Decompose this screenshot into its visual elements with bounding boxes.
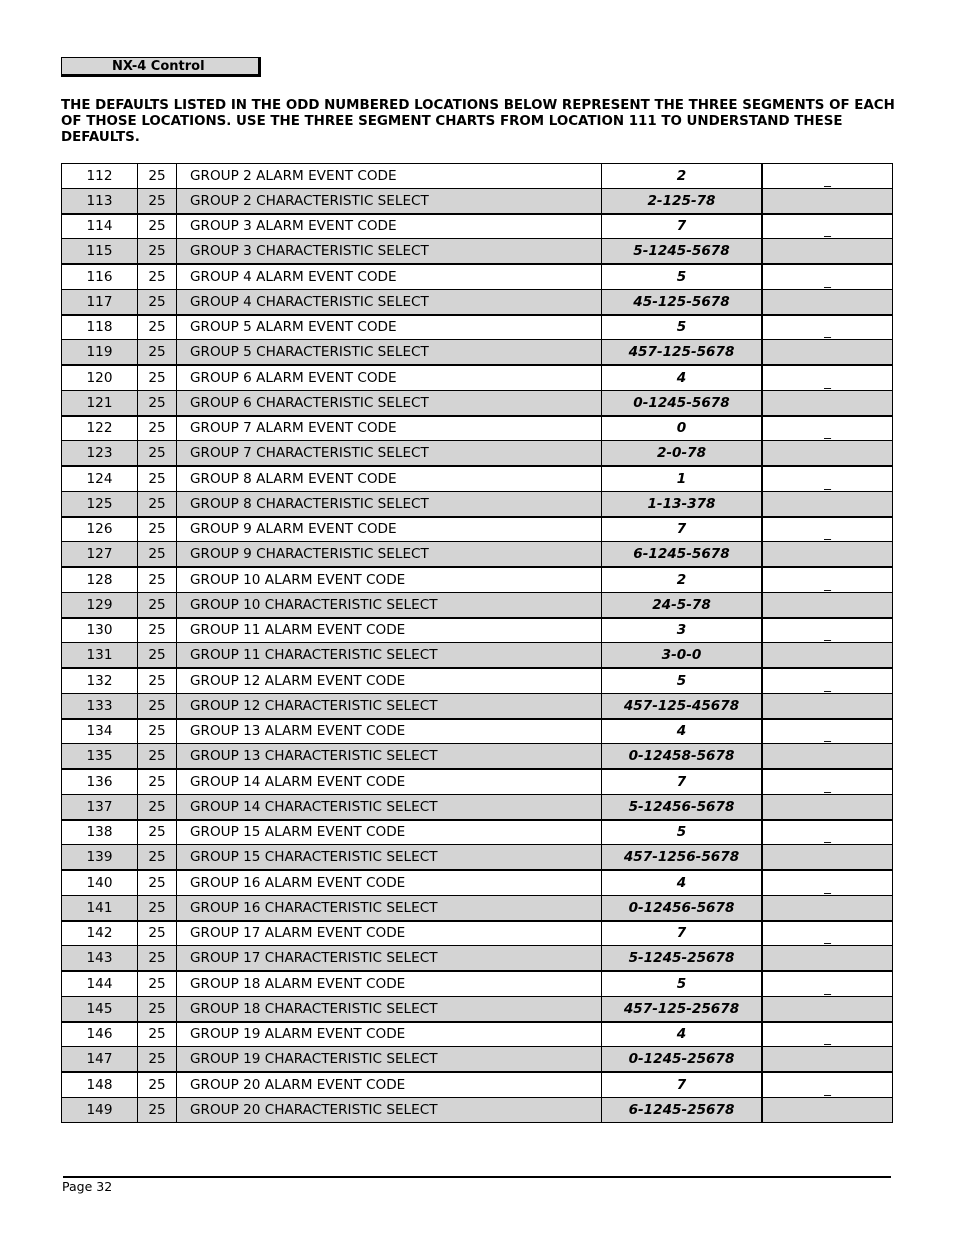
segment-count: 25 [138,289,177,314]
default-value: 5 [602,264,763,289]
table-row [62,340,893,365]
location-number: 140 [62,870,138,895]
default-value: 5-1245-25678 [602,946,763,971]
entry-cell [762,517,893,542]
entry-cell [762,188,893,213]
entry-blank: _ [824,929,831,946]
entry-blank: _ [824,777,831,794]
location-description: GROUP 20 CHARACTERISTIC SELECT [177,1097,602,1122]
location-number: 126 [62,517,138,542]
table-row [62,542,893,567]
default-value: 5-1245-5678 [602,239,763,264]
segment-count: 25 [138,693,177,718]
location-description: GROUP 19 ALARM EVENT CODE [177,1022,602,1047]
location-description: GROUP 4 CHARACTERISTIC SELECT [177,289,602,314]
segment-count: 25 [138,441,177,466]
location-number: 139 [62,845,138,870]
location-description: GROUP 5 ALARM EVENT CODE [177,315,602,340]
entry-cell [762,668,893,693]
default-value: 1-13-378 [602,491,763,516]
segment-count: 25 [138,416,177,441]
table-row [62,820,893,845]
default-value: 5 [602,971,763,996]
location-description: GROUP 11 CHARACTERISTIC SELECT [177,643,602,668]
segment-count: 25 [138,164,177,189]
location-description: GROUP 13 CHARACTERISTIC SELECT [177,744,602,769]
table-row [62,996,893,1021]
table-row [62,264,893,289]
location-number: 117 [62,289,138,314]
location-description: GROUP 10 ALARM EVENT CODE [177,567,602,592]
table-row [62,365,893,390]
entry-blank: _ [824,171,831,188]
segment-count: 25 [138,769,177,794]
table-row [62,315,893,340]
location-description: GROUP 2 CHARACTERISTIC SELECT [177,188,602,213]
segment-count: 25 [138,1047,177,1072]
table-row [62,214,893,239]
section-label: NX-4 Control [61,57,261,77]
table-row [62,188,893,213]
entry-cell [762,946,893,971]
entry-blank: _ [824,878,831,895]
entry-cell [762,1022,893,1047]
table-row [62,769,893,794]
segment-count: 25 [138,643,177,668]
table-row [62,390,893,415]
table-row [62,517,893,542]
default-value: 6-1245-5678 [602,542,763,567]
table-row [62,567,893,592]
location-number: 130 [62,618,138,643]
default-value: 457-125-25678 [602,996,763,1021]
location-number: 124 [62,466,138,491]
table-row [62,744,893,769]
default-value: 1 [602,466,763,491]
default-value: 0 [602,416,763,441]
entry-cell [762,214,893,239]
default-value: 5 [602,315,763,340]
entry-blank: _ [824,626,831,643]
location-description: GROUP 7 ALARM EVENT CODE [177,416,602,441]
default-value: 5 [602,668,763,693]
entry-blank: _ [824,373,831,390]
table-row [62,668,893,693]
defaults-notice: THE DEFAULTS LISTED IN THE ODD NUMBERED LOCATIONS BELOW REPRESENT THE THREE SEGMENTS OF EACH OF THOSE LOCATIONS. USE THE THREE SEGMENT CHARTS FROM LOCATION 111 TO UNDERSTAND THESE DEFAULTS. [61,98,895,145]
table-row [62,971,893,996]
location-number: 118 [62,315,138,340]
location-number: 132 [62,668,138,693]
location-number: 146 [62,1022,138,1047]
entry-cell [762,895,893,920]
location-number: 148 [62,1072,138,1097]
table-row [62,643,893,668]
table-row [62,164,893,189]
segment-count: 25 [138,668,177,693]
entry-cell [762,315,893,340]
default-value: 0-1245-25678 [602,1047,763,1072]
default-value: 3 [602,618,763,643]
default-value: 4 [602,1022,763,1047]
entry-blank: _ [824,525,831,542]
location-number: 120 [62,365,138,390]
entry-cell [762,365,893,390]
table-row [62,289,893,314]
table-row [62,592,893,617]
entry-cell [762,264,893,289]
location-description: GROUP 14 CHARACTERISTIC SELECT [177,794,602,819]
location-number: 115 [62,239,138,264]
location-number: 122 [62,416,138,441]
default-value: 0-1245-5678 [602,390,763,415]
entry-blank: _ [824,222,831,239]
table-row [62,1022,893,1047]
default-value: 7 [602,1072,763,1097]
default-value: 7 [602,517,763,542]
entry-cell [762,870,893,895]
segment-count: 25 [138,239,177,264]
location-number: 123 [62,441,138,466]
entry-blank: _ [824,474,831,491]
default-value: 2 [602,164,763,189]
location-number: 138 [62,820,138,845]
location-description: GROUP 19 CHARACTERISTIC SELECT [177,1047,602,1072]
location-description: GROUP 8 ALARM EVENT CODE [177,466,602,491]
segment-count: 25 [138,744,177,769]
location-description: GROUP 12 ALARM EVENT CODE [177,668,602,693]
location-description: GROUP 15 CHARACTERISTIC SELECT [177,845,602,870]
segment-count: 25 [138,592,177,617]
table-row [62,845,893,870]
entry-blank: _ [824,828,831,845]
segment-count: 25 [138,820,177,845]
table-row [62,921,893,946]
default-value: 24-5-78 [602,592,763,617]
entry-cell [762,340,893,365]
default-value: 5-12456-5678 [602,794,763,819]
table-body [62,164,893,1123]
segment-count: 25 [138,567,177,592]
segment-count: 25 [138,921,177,946]
location-description: GROUP 15 ALARM EVENT CODE [177,820,602,845]
table-row [62,618,893,643]
entry-cell [762,996,893,1021]
table-row [62,491,893,516]
footer-divider [63,1176,891,1178]
location-description: GROUP 11 ALARM EVENT CODE [177,618,602,643]
default-value: 2-0-78 [602,441,763,466]
table-row [62,239,893,264]
entry-blank: _ [824,272,831,289]
table-row [62,895,893,920]
location-description: GROUP 18 ALARM EVENT CODE [177,971,602,996]
location-description: GROUP 12 CHARACTERISTIC SELECT [177,693,602,718]
programming-locations-table [61,163,893,1123]
segment-count: 25 [138,719,177,744]
location-number: 128 [62,567,138,592]
segment-count: 25 [138,845,177,870]
location-description: GROUP 9 ALARM EVENT CODE [177,517,602,542]
location-description: GROUP 8 CHARACTERISTIC SELECT [177,491,602,516]
location-number: 147 [62,1047,138,1072]
segment-count: 25 [138,188,177,213]
location-number: 119 [62,340,138,365]
table-row [62,719,893,744]
location-description: GROUP 16 CHARACTERISTIC SELECT [177,895,602,920]
entry-cell [762,466,893,491]
segment-count: 25 [138,517,177,542]
segment-count: 25 [138,971,177,996]
segment-count: 25 [138,1072,177,1097]
default-value: 4 [602,719,763,744]
table-row [62,693,893,718]
location-description: GROUP 20 ALARM EVENT CODE [177,1072,602,1097]
location-number: 127 [62,542,138,567]
entry-cell [762,1047,893,1072]
entry-cell [762,744,893,769]
entry-cell [762,416,893,441]
location-number: 144 [62,971,138,996]
location-description: GROUP 7 CHARACTERISTIC SELECT [177,441,602,466]
entry-cell [762,164,893,189]
table-row [62,466,893,491]
entry-cell [762,971,893,996]
location-number: 131 [62,643,138,668]
location-description: GROUP 4 ALARM EVENT CODE [177,264,602,289]
location-number: 149 [62,1097,138,1122]
table-row [62,441,893,466]
entry-cell [762,441,893,466]
default-value: 45-125-5678 [602,289,763,314]
entry-cell [762,719,893,744]
table-row [62,870,893,895]
location-description: GROUP 6 CHARACTERISTIC SELECT [177,390,602,415]
location-number: 137 [62,794,138,819]
location-description: GROUP 18 CHARACTERISTIC SELECT [177,996,602,1021]
default-value: 5 [602,820,763,845]
segment-count: 25 [138,491,177,516]
location-description: GROUP 10 CHARACTERISTIC SELECT [177,592,602,617]
entry-cell [762,820,893,845]
segment-count: 25 [138,870,177,895]
default-value: 0-12456-5678 [602,895,763,920]
segment-count: 25 [138,264,177,289]
location-number: 136 [62,769,138,794]
default-value: 0-12458-5678 [602,744,763,769]
entry-cell [762,1072,893,1097]
segment-count: 25 [138,390,177,415]
table-row [62,946,893,971]
table-row [62,794,893,819]
default-value: 2-125-78 [602,188,763,213]
segment-count: 25 [138,214,177,239]
location-number: 134 [62,719,138,744]
entry-cell [762,618,893,643]
default-value: 7 [602,769,763,794]
entry-cell [762,592,893,617]
page-number: Page 32 [62,1179,113,1194]
segment-count: 25 [138,996,177,1021]
location-description: GROUP 2 ALARM EVENT CODE [177,164,602,189]
location-number: 125 [62,491,138,516]
default-value: 457-125-5678 [602,340,763,365]
segment-count: 25 [138,1022,177,1047]
location-number: 141 [62,895,138,920]
entry-cell [762,390,893,415]
table-row [62,1047,893,1072]
segment-count: 25 [138,340,177,365]
location-description: GROUP 13 ALARM EVENT CODE [177,719,602,744]
segment-count: 25 [138,365,177,390]
entry-cell [762,567,893,592]
segment-count: 25 [138,315,177,340]
segment-count: 25 [138,618,177,643]
entry-blank: _ [824,323,831,340]
entry-cell [762,693,893,718]
location-number: 114 [62,214,138,239]
segment-count: 25 [138,542,177,567]
default-value: 3-0-0 [602,643,763,668]
location-description: GROUP 5 CHARACTERISTIC SELECT [177,340,602,365]
location-description: GROUP 6 ALARM EVENT CODE [177,365,602,390]
segment-count: 25 [138,794,177,819]
entry-cell [762,239,893,264]
location-description: GROUP 3 ALARM EVENT CODE [177,214,602,239]
default-value: 7 [602,214,763,239]
location-number: 129 [62,592,138,617]
location-number: 145 [62,996,138,1021]
entry-blank: _ [824,1030,831,1047]
location-number: 121 [62,390,138,415]
location-number: 116 [62,264,138,289]
location-description: GROUP 9 CHARACTERISTIC SELECT [177,542,602,567]
default-value: 4 [602,365,763,390]
default-value: 457-1256-5678 [602,845,763,870]
segment-count: 25 [138,1097,177,1122]
entry-blank: _ [824,1080,831,1097]
entry-blank: _ [824,676,831,693]
location-description: GROUP 17 CHARACTERISTIC SELECT [177,946,602,971]
location-number: 135 [62,744,138,769]
segment-count: 25 [138,946,177,971]
table-row [62,416,893,441]
default-value: 2 [602,567,763,592]
entry-cell [762,769,893,794]
default-value: 457-125-45678 [602,693,763,718]
entry-cell [762,491,893,516]
entry-blank: _ [824,575,831,592]
entry-blank: _ [824,424,831,441]
entry-cell [762,643,893,668]
entry-cell [762,542,893,567]
location-number: 113 [62,188,138,213]
entry-cell [762,289,893,314]
location-number: 112 [62,164,138,189]
entry-cell [762,921,893,946]
location-description: GROUP 17 ALARM EVENT CODE [177,921,602,946]
entry-blank: _ [824,727,831,744]
default-value: 6-1245-25678 [602,1097,763,1122]
entry-cell [762,1097,893,1122]
table-row [62,1097,893,1122]
default-value: 4 [602,870,763,895]
entry-cell [762,845,893,870]
segment-count: 25 [138,895,177,920]
entry-cell [762,794,893,819]
default-value: 7 [602,921,763,946]
location-description: GROUP 3 CHARACTERISTIC SELECT [177,239,602,264]
table-row [62,1072,893,1097]
location-number: 133 [62,693,138,718]
location-number: 143 [62,946,138,971]
location-description: GROUP 16 ALARM EVENT CODE [177,870,602,895]
location-description: GROUP 14 ALARM EVENT CODE [177,769,602,794]
location-number: 142 [62,921,138,946]
segment-count: 25 [138,466,177,491]
entry-blank: _ [824,979,831,996]
